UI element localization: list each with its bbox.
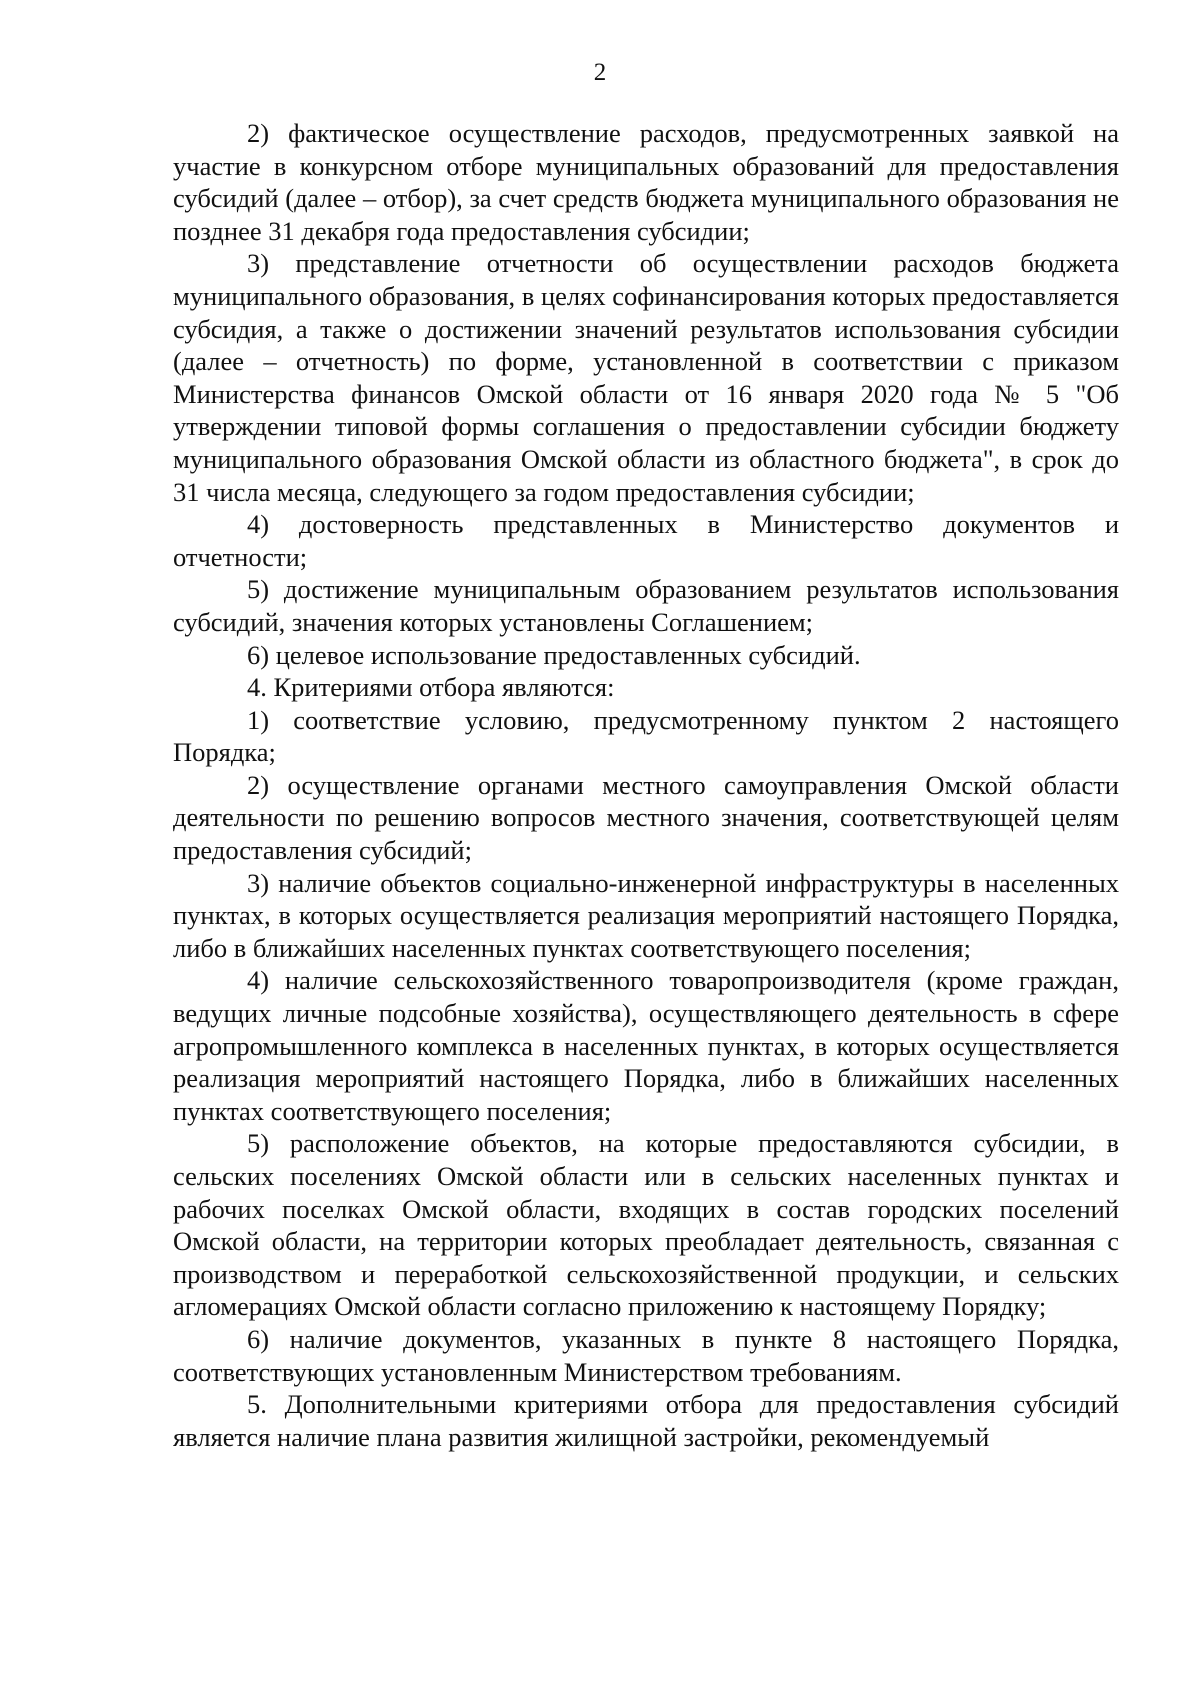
paragraph-section-4-heading: 4. Критериями отбора являются: [247,672,615,703]
paragraph-criterion-5: 5) расположение объектов, на которые предоставляются субсидии, в сельских поселениях Омской области или в сельских населенных пунктах и рабочих поселках Омской области, входящих в состав городских поселений Омской области, на территории которых преобладает деятельность, связанная с производством и переработкой сельскохозяйственной продукции, и сельских агломерациях Омской области согласно приложению к настоящему Порядку; [173,1128,1119,1322]
paragraph-item-4-reliability: 4) достоверность представленных в Министерство документов и отчетности; [173,509,1119,572]
paragraph-item-5-results: 5) достижение муниципальным образованием результатов использования субсидий, значения которых установлены Соглашением; [173,574,1119,637]
paragraph-criterion-4: 4) наличие сельскохозяйственного товаропроизводителя (кроме граждан, ведущих личные подсобные хозяйства), осуществляющего деятельность в сфере агропромышленного комплекса в населенных пунктах, в которых осуществляется реализация мероприятий настоящего Порядка, либо в ближайших населенных пунктах соответствующего поселения; [173,965,1119,1126]
paragraph-item-3-reporting: 3) представление отчетности об осуществлении расходов бюджета муниципального образования, в целях софинансирования которых предоставляется субсидия, а также о достижении значений результатов использования субсидии (далее – отчетность) по форме, установленной в соответствии с приказом Министерства финансов Омской области от 16 января 2020 года № 5 "Об утверждении типовой формы соглашения о предоставлении субсидии бюджету муниципального образования Омской области из областного бюджета", в срок до 31 числа месяца, следующего за годом предоставления субсидии; [173,248,1119,507]
paragraph-criterion-2: 2) осуществление органами местного самоуправления Омской области деятельности по решению вопросов местного значения, соответствующей целям предоставления субсидий; [173,769,1119,866]
paragraph-criterion-6: 6) наличие документов, указанных в пункте 8 настоящего Порядка, соответствующих установленным Министерством требованиям. [173,1323,1119,1387]
paragraph-criterion-3: 3) наличие объектов социально-инженерной инфраструктуры в населенных пунктах, в которых осуществляется реализация мероприятий настоящего Порядка, либо в ближайших населенных пунктах соответствующего поселения; [173,867,1119,963]
document-body [173,117,1119,1453]
paragraph-item-2-expenses: 2) фактическое осуществление расходов, предусмотренных заявкой на участие в конкурсном отборе муниципальных образований для предоставления субсидий (далее – отбор), за счет средств бюджета муниципального образования не позднее 31 декабря года предоставления субсидии; [173,118,1119,246]
paragraph-section-5: 5. Дополнительными критериями отбора для предоставления субсидий является наличие плана развития жилищной застройки, рекомендуемый [173,1389,1119,1452]
paragraph-criterion-1: 1) соответствие условию, предусмотренному пунктом 2 настоящего Порядка; [173,704,1119,768]
paragraph-item-6-target-use: 6) целевое использование предоставленных субсидий. [247,639,861,670]
page-number: 2 [593,59,607,86]
